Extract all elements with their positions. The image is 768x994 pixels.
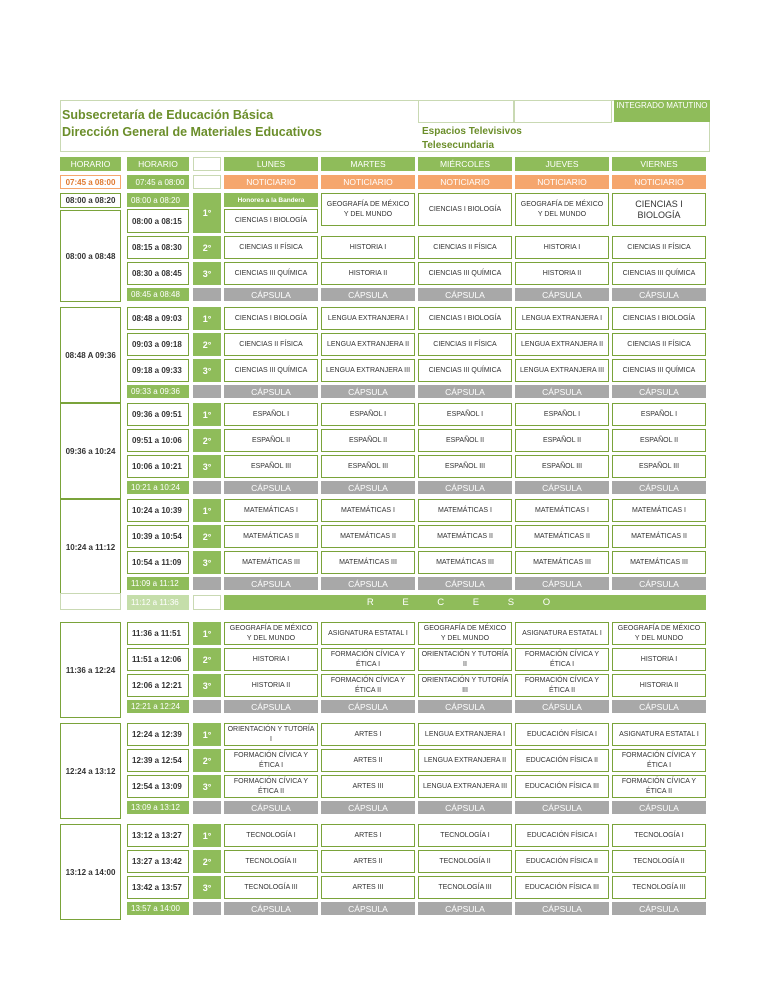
grade-badge: 3° bbox=[193, 262, 221, 285]
grade-empty bbox=[193, 577, 221, 590]
capsula-cell: CÁPSULA bbox=[321, 577, 415, 590]
class-cell: EDUCACIÓN FÍSICA III bbox=[515, 775, 609, 798]
receso-gap bbox=[60, 593, 121, 610]
class-cell: MATEMÁTICAS I bbox=[515, 499, 609, 522]
day-header: JUEVES bbox=[515, 157, 609, 171]
capsula-cell: CÁPSULA bbox=[321, 481, 415, 494]
class-cell: ESPAÑOL III bbox=[321, 455, 415, 478]
capsula-cell: CÁPSULA bbox=[321, 801, 415, 814]
class-cell: HISTORIA I bbox=[515, 236, 609, 259]
grade-badge: 2° bbox=[193, 333, 221, 356]
horario-header: HORARIO bbox=[127, 157, 189, 171]
class-cell: EDUCACIÓN FÍSICA III bbox=[515, 876, 609, 899]
class-cell: HISTORIA I bbox=[321, 236, 415, 259]
capsula-cell: CÁPSULA bbox=[418, 385, 512, 398]
class-cell: TECNOLOGÍA III bbox=[612, 876, 706, 899]
class-cell: CIENCIAS I BIOLOGÍA bbox=[418, 307, 512, 330]
class-cell: GEOGRAFÍA DE MÉXICO Y DEL MUNDO bbox=[321, 193, 415, 226]
grade-badge: 3° bbox=[193, 551, 221, 574]
class-cell: CIENCIAS II FÍSICA bbox=[612, 236, 706, 259]
day-header: LUNES bbox=[224, 157, 318, 171]
class-cell: HISTORIA II bbox=[321, 262, 415, 285]
grade-badge: 2° bbox=[193, 429, 221, 452]
class-cell: TECNOLOGÍA I bbox=[224, 824, 318, 847]
class-cell: CIENCIAS I BIOLOGÍA bbox=[418, 193, 512, 226]
time-slot: 11:51 a 12:06 bbox=[127, 648, 189, 671]
block-range: 08:00 a 08:48 bbox=[60, 210, 121, 302]
block-range: 09:36 a 10:24 bbox=[60, 403, 121, 499]
class-cell: CIENCIAS III QUÍMICA bbox=[612, 262, 706, 285]
class-cell: MATEMÁTICAS III bbox=[321, 551, 415, 574]
day-header: MARTES bbox=[321, 157, 415, 171]
time-slot: 08:15 a 08:30 bbox=[127, 236, 189, 259]
capsula-cell: CÁPSULA bbox=[321, 385, 415, 398]
class-cell: CIENCIAS I BIOLOGÍA bbox=[224, 209, 318, 233]
integrado-badge: INTEGRADO MATUTINO bbox=[614, 100, 710, 122]
class-cell: FORMACIÓN CÍVICA Y ÉTICA II bbox=[515, 674, 609, 697]
class-cell: ESPAÑOL II bbox=[224, 429, 318, 452]
grade-empty bbox=[193, 385, 221, 398]
class-cell: CIENCIAS III QUÍMICA bbox=[224, 262, 318, 285]
capsula-cell: CÁPSULA bbox=[418, 288, 512, 301]
class-cell: ESPAÑOL II bbox=[321, 429, 415, 452]
class-cell: HISTORIA I bbox=[224, 648, 318, 671]
grade-empty bbox=[193, 175, 221, 189]
class-cell: LENGUA EXTRANJERA III bbox=[321, 359, 415, 382]
class-cell: ESPAÑOL I bbox=[418, 403, 512, 426]
capsula-cell: CÁPSULA bbox=[224, 700, 318, 713]
grade-empty bbox=[193, 902, 221, 915]
capsula-cell: CÁPSULA bbox=[612, 288, 706, 301]
class-cell: EDUCACIÓN FÍSICA I bbox=[515, 824, 609, 847]
capsula-cell: CÁPSULA bbox=[224, 385, 318, 398]
honores-cell: Honores a la Bandera bbox=[224, 193, 318, 207]
class-cell: MATEMÁTICAS II bbox=[418, 525, 512, 548]
class-cell: MATEMÁTICAS I bbox=[418, 499, 512, 522]
grade-badge: 1° bbox=[193, 622, 221, 645]
capsula-time: 12:21 a 12:24 bbox=[127, 700, 189, 713]
grade-badge: 2° bbox=[193, 850, 221, 873]
class-cell: LENGUA EXTRANJERA III bbox=[515, 359, 609, 382]
noticiario-cell: NOTICIARIO bbox=[224, 175, 318, 189]
class-cell: HISTORIA II bbox=[612, 674, 706, 697]
class-cell: MATEMÁTICAS I bbox=[224, 499, 318, 522]
class-cell: TECNOLOGÍA II bbox=[612, 850, 706, 873]
class-cell: ORIENTACIÓN Y TUTORÍA III bbox=[418, 674, 512, 697]
capsula-cell: CÁPSULA bbox=[612, 902, 706, 915]
grade-empty bbox=[193, 481, 221, 494]
class-cell: LENGUA EXTRANJERA III bbox=[418, 775, 512, 798]
block-range: 10:24 a 11:12 bbox=[60, 499, 121, 595]
class-cell: ARTES I bbox=[321, 723, 415, 746]
time-slot: 09:03 a 09:18 bbox=[127, 333, 189, 356]
grade-badge: 1° bbox=[193, 824, 221, 847]
class-cell: ESPAÑOL I bbox=[224, 403, 318, 426]
class-cell: MATEMÁTICAS III bbox=[224, 551, 318, 574]
class-cell: EDUCACIÓN FÍSICA I bbox=[515, 723, 609, 746]
time-slot: 13:27 a 13:42 bbox=[127, 850, 189, 873]
time-slot: 09:18 a 09:33 bbox=[127, 359, 189, 382]
block-range: 11:36 a 12:24 bbox=[60, 622, 121, 718]
class-cell: CIENCIAS I BIOLOGÍA bbox=[612, 307, 706, 330]
class-cell: EDUCACIÓN FÍSICA II bbox=[515, 850, 609, 873]
noticiario-cell: NOTICIARIO bbox=[515, 175, 609, 189]
capsula-cell: CÁPSULA bbox=[515, 801, 609, 814]
class-cell: ASIGNATURA ESTATAL I bbox=[515, 622, 609, 645]
class-cell: ASIGNATURA ESTATAL I bbox=[612, 723, 706, 746]
class-cell: FORMACIÓN CÍVICA Y ÉTICA I bbox=[515, 648, 609, 671]
capsula-cell: CÁPSULA bbox=[612, 385, 706, 398]
time-slot: 12:24 a 12:39 bbox=[127, 723, 189, 746]
class-cell: EDUCACIÓN FÍSICA II bbox=[515, 749, 609, 772]
class-cell: TECNOLOGÍA II bbox=[224, 850, 318, 873]
grade-badge: 2° bbox=[193, 749, 221, 772]
capsula-cell: CÁPSULA bbox=[418, 700, 512, 713]
grade-badge: 3° bbox=[193, 455, 221, 478]
capsula-cell: CÁPSULA bbox=[418, 481, 512, 494]
time-slot: 09:51 a 10:06 bbox=[127, 429, 189, 452]
header-title-line2: Dirección General de Materiales Educativos bbox=[62, 125, 322, 139]
time-slot: 08:48 a 09:03 bbox=[127, 307, 189, 330]
class-cell: CIENCIAS III QUÍMICA bbox=[612, 359, 706, 382]
grade-badge: 1° bbox=[193, 403, 221, 426]
class-cell: CIENCIAS II FÍSICA bbox=[418, 333, 512, 356]
grade-empty bbox=[193, 595, 221, 610]
class-cell: CIENCIAS I BIOLOGÍA bbox=[224, 307, 318, 330]
time-slot: 12:06 a 12:21 bbox=[127, 674, 189, 697]
class-cell: GEOGRAFÍA DE MÉXICO Y DEL MUNDO bbox=[418, 622, 512, 645]
capsula-cell: CÁPSULA bbox=[612, 801, 706, 814]
time-slot: 12:39 a 12:54 bbox=[127, 749, 189, 772]
time-slot: 13:42 a 13:57 bbox=[127, 876, 189, 899]
day-header: VIERNES bbox=[612, 157, 706, 171]
class-cell: ESPAÑOL II bbox=[418, 429, 512, 452]
noticiario-cell: NOTICIARIO bbox=[612, 175, 706, 189]
noticiario-time: 07:45 a 08:00 bbox=[60, 175, 121, 189]
block-range: 13:12 a 14:00 bbox=[60, 824, 121, 920]
capsula-time: 08:45 a 08:48 bbox=[127, 288, 189, 301]
capsula-time: 13:09 a 13:12 bbox=[127, 801, 189, 814]
grade-badge: 1° bbox=[193, 499, 221, 522]
class-cell: ARTES I bbox=[321, 824, 415, 847]
header-divider-a bbox=[418, 100, 514, 123]
class-cell: MATEMÁTICAS I bbox=[321, 499, 415, 522]
grade-badge: 1° bbox=[193, 307, 221, 330]
header-divider-b bbox=[514, 100, 612, 123]
class-cell: ESPAÑOL I bbox=[515, 403, 609, 426]
class-cell: ESPAÑOL III bbox=[418, 455, 512, 478]
time-range: 08:00 a 08:20 bbox=[60, 193, 121, 208]
class-cell: FORMACIÓN CÍVICA Y ÉTICA II bbox=[612, 775, 706, 798]
capsula-cell: CÁPSULA bbox=[418, 577, 512, 590]
capsula-cell: CÁPSULA bbox=[515, 700, 609, 713]
class-cell: MATEMÁTICAS II bbox=[612, 525, 706, 548]
class-cell: ESPAÑOL II bbox=[612, 429, 706, 452]
class-cell: ARTES II bbox=[321, 749, 415, 772]
class-cell: CIENCIAS III QUÍMICA bbox=[418, 262, 512, 285]
grade-badge: 2° bbox=[193, 648, 221, 671]
noticiario-time: 07:45 a 08:00 bbox=[127, 175, 189, 189]
noticiario-cell: NOTICIARIO bbox=[321, 175, 415, 189]
class-cell: GEOGRAFÍA DE MÉXICO Y DEL MUNDO bbox=[224, 622, 318, 645]
class-cell: LENGUA EXTRANJERA II bbox=[321, 333, 415, 356]
class-cell: MATEMÁTICAS I bbox=[612, 499, 706, 522]
block-range: 12:24 a 13:12 bbox=[60, 723, 121, 819]
class-cell: ORIENTACIÓN Y TUTORÍA I bbox=[224, 723, 318, 746]
class-cell: TECNOLOGÍA I bbox=[418, 824, 512, 847]
class-cell: ORIENTACIÓN Y TUTORÍA II bbox=[418, 648, 512, 671]
class-cell: ASIGNATURA ESTATAL I bbox=[321, 622, 415, 645]
time-slot: 09:36 a 09:51 bbox=[127, 403, 189, 426]
class-cell: FORMACIÓN CÍVICA Y ÉTICA II bbox=[224, 775, 318, 798]
capsula-cell: CÁPSULA bbox=[612, 481, 706, 494]
capsula-cell: CÁPSULA bbox=[418, 801, 512, 814]
class-cell: TECNOLOGÍA I bbox=[612, 824, 706, 847]
class-cell: ESPAÑOL II bbox=[515, 429, 609, 452]
class-cell: MATEMÁTICAS II bbox=[515, 525, 609, 548]
class-cell: CIENCIAS I BIOLOGÍA bbox=[612, 193, 706, 226]
class-cell: FORMACIÓN CÍVICA Y ÉTICA I bbox=[224, 749, 318, 772]
class-cell: HISTORIA II bbox=[224, 674, 318, 697]
class-cell: LENGUA EXTRANJERA II bbox=[515, 333, 609, 356]
grade-badge: 3° bbox=[193, 674, 221, 697]
time-slot: 10:54 a 11:09 bbox=[127, 551, 189, 574]
capsula-cell: CÁPSULA bbox=[515, 902, 609, 915]
class-cell: CIENCIAS II FÍSICA bbox=[224, 236, 318, 259]
capsula-cell: CÁPSULA bbox=[612, 577, 706, 590]
capsula-time: 09:33 a 09:36 bbox=[127, 385, 189, 398]
capsula-cell: CÁPSULA bbox=[418, 902, 512, 915]
header-title-line1: Subsecretaría de Educación Básica bbox=[62, 108, 274, 122]
time-slot: 08:30 a 08:45 bbox=[127, 262, 189, 285]
capsula-cell: CÁPSULA bbox=[321, 288, 415, 301]
class-cell: ESPAÑOL III bbox=[515, 455, 609, 478]
time-slot: 08:00 a 08:15 bbox=[127, 209, 189, 233]
grade-badge: 2° bbox=[193, 525, 221, 548]
grade-badge: 1° bbox=[193, 193, 221, 233]
time-slot: 12:54 a 13:09 bbox=[127, 775, 189, 798]
class-cell: FORMACIÓN CÍVICA Y ÉTICA I bbox=[612, 749, 706, 772]
class-cell: MATEMÁTICAS III bbox=[418, 551, 512, 574]
block-range: 08:48 A 09:36 bbox=[60, 307, 121, 403]
capsula-cell: CÁPSULA bbox=[224, 288, 318, 301]
capsula-cell: CÁPSULA bbox=[612, 700, 706, 713]
capsula-cell: CÁPSULA bbox=[224, 801, 318, 814]
receso-banner: R E C E S O bbox=[224, 595, 706, 610]
class-cell: CIENCIAS II FÍSICA bbox=[224, 333, 318, 356]
class-cell: HISTORIA I bbox=[612, 648, 706, 671]
class-cell: CIENCIAS II FÍSICA bbox=[612, 333, 706, 356]
grade-badge: 3° bbox=[193, 359, 221, 382]
capsula-cell: CÁPSULA bbox=[321, 700, 415, 713]
class-cell: ESPAÑOL I bbox=[321, 403, 415, 426]
capsula-cell: CÁPSULA bbox=[515, 385, 609, 398]
capsula-cell: CÁPSULA bbox=[224, 902, 318, 915]
class-cell: MATEMÁTICAS II bbox=[224, 525, 318, 548]
class-cell: ESPAÑOL III bbox=[612, 455, 706, 478]
grade-badge: 3° bbox=[193, 775, 221, 798]
grade-empty bbox=[193, 801, 221, 814]
grade-empty bbox=[193, 700, 221, 713]
class-cell: CIENCIAS III QUÍMICA bbox=[418, 359, 512, 382]
capsula-cell: CÁPSULA bbox=[515, 481, 609, 494]
time-slot: 11:36 a 11:51 bbox=[127, 622, 189, 645]
class-cell: LENGUA EXTRANJERA I bbox=[321, 307, 415, 330]
time-slot: 13:12 a 13:27 bbox=[127, 824, 189, 847]
class-cell: CIENCIAS III QUÍMICA bbox=[224, 359, 318, 382]
class-cell: FORMACIÓN CÍVICA Y ÉTICA I bbox=[321, 648, 415, 671]
header-tv-line2: Telesecundaria bbox=[422, 140, 495, 151]
grade-header bbox=[193, 157, 221, 171]
capsula-cell: CÁPSULA bbox=[515, 577, 609, 590]
time-slot: 10:24 a 10:39 bbox=[127, 499, 189, 522]
class-cell: FORMACIÓN CÍVICA Y ÉTICA II bbox=[321, 674, 415, 697]
grade-badge: 2° bbox=[193, 236, 221, 259]
capsula-cell: CÁPSULA bbox=[321, 902, 415, 915]
capsula-time: 13:57 a 14:00 bbox=[127, 902, 189, 915]
class-cell: TECNOLOGÍA III bbox=[418, 876, 512, 899]
time-slot: 10:06 a 10:21 bbox=[127, 455, 189, 478]
time-slot: 08:00 a 08:20 bbox=[127, 193, 189, 207]
class-cell: LENGUA EXTRANJERA I bbox=[515, 307, 609, 330]
grade-badge: 3° bbox=[193, 876, 221, 899]
class-cell: GEOGRAFÍA DE MÉXICO Y DEL MUNDO bbox=[612, 622, 706, 645]
capsula-cell: CÁPSULA bbox=[224, 577, 318, 590]
class-cell: GEOGRAFÍA DE MÉXICO Y DEL MUNDO bbox=[515, 193, 609, 226]
class-cell: ARTES II bbox=[321, 850, 415, 873]
noticiario-cell: NOTICIARIO bbox=[418, 175, 512, 189]
horario-header: HORARIO bbox=[60, 157, 121, 171]
header-tv-line1: Espacios Televisivos bbox=[422, 126, 522, 137]
class-cell: HISTORIA II bbox=[515, 262, 609, 285]
grade-empty bbox=[193, 288, 221, 301]
class-cell: CIENCIAS II FÍSICA bbox=[418, 236, 512, 259]
class-cell: TECNOLOGÍA II bbox=[418, 850, 512, 873]
class-cell: LENGUA EXTRANJERA II bbox=[418, 749, 512, 772]
day-header: MIÉRCOLES bbox=[418, 157, 512, 171]
class-cell: MATEMÁTICAS III bbox=[515, 551, 609, 574]
capsula-time: 11:09 a 11:12 bbox=[127, 577, 189, 590]
class-cell: ESPAÑOL I bbox=[612, 403, 706, 426]
grade-badge: 1° bbox=[193, 723, 221, 746]
class-cell: ESPAÑOL III bbox=[224, 455, 318, 478]
time-slot: 10:39 a 10:54 bbox=[127, 525, 189, 548]
class-cell: ARTES III bbox=[321, 876, 415, 899]
class-cell: MATEMÁTICAS II bbox=[321, 525, 415, 548]
capsula-cell: CÁPSULA bbox=[515, 288, 609, 301]
capsula-time: 10:21 a 10:24 bbox=[127, 481, 189, 494]
class-cell: LENGUA EXTRANJERA I bbox=[418, 723, 512, 746]
class-cell: MATEMÁTICAS III bbox=[612, 551, 706, 574]
class-cell: ARTES III bbox=[321, 775, 415, 798]
receso-time: 11:12 a 11:36 bbox=[127, 595, 189, 610]
class-cell: TECNOLOGÍA III bbox=[224, 876, 318, 899]
capsula-cell: CÁPSULA bbox=[224, 481, 318, 494]
